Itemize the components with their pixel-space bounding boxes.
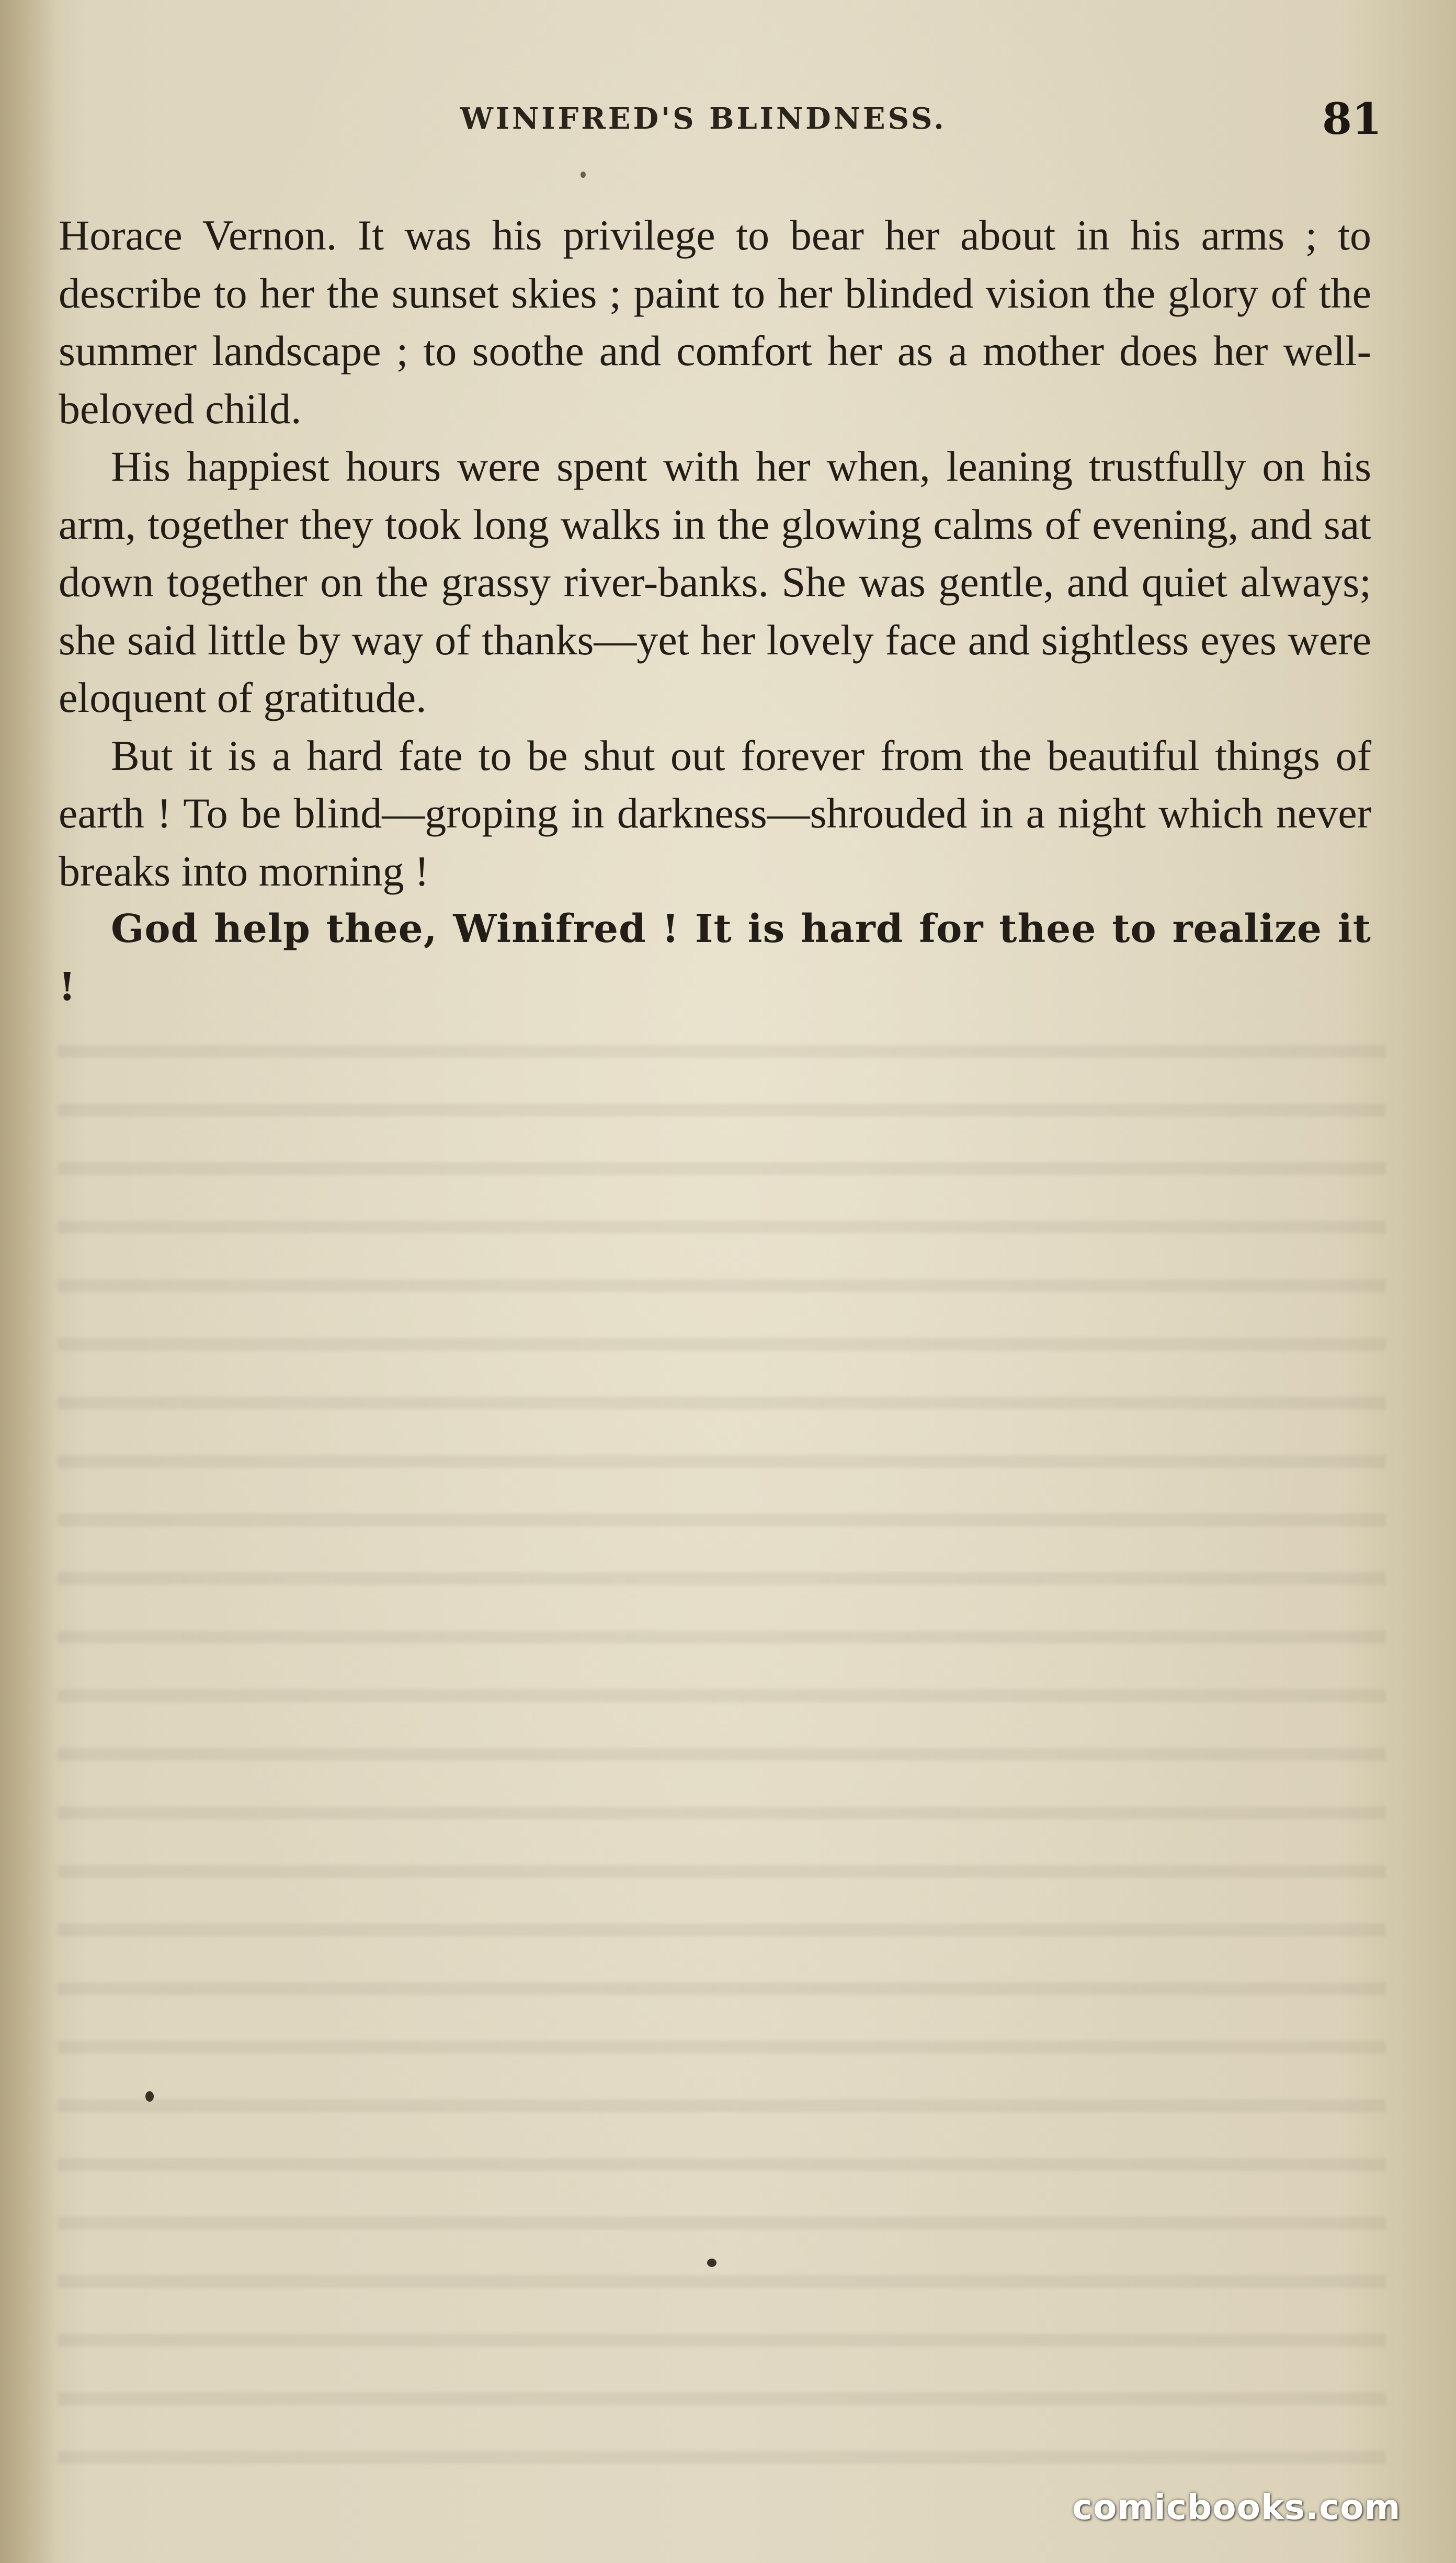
paragraph-3: But it is a hard fate to be shut out forever from the beautiful things of earth ! To be blind—groping in darkness—shrouded in a night which never breaks into morning ! (59, 731, 1371, 895)
paragraph-2: His happiest hours were spent with her when, leaning trustfully on his arm, together they took long walks in the glowing calms of evening, and sat down together on the grassy river-banks. She was gentle, and quiet always; she said little by way of thanks—yet her lovely face and sightless eyes were eloquent of gratitude. (59, 443, 1371, 721)
body-text (59, 207, 1371, 1016)
show-through-from-reverse-page (58, 1025, 1386, 2464)
ink-speck (145, 2091, 154, 2102)
site-watermark: comicbooks.com (1072, 2487, 1401, 2527)
running-head: WINIFRED'S BLINDNESS. (460, 101, 947, 136)
ink-speck (707, 2259, 716, 2267)
ink-speck (581, 172, 586, 178)
paragraph-1: Horace Vernon. It was his privilege to bear her about in his arms ; to describe to her the sunset skies ; paint to her blinded vision the glory of the summer landscape ; to soothe and comfort her as a mother does her well-beloved child. (59, 211, 1371, 433)
paragraph-4: God help thee, Winifred ! It is hard for thee to realize it ! (59, 906, 1371, 1010)
page-number: 81 (1322, 94, 1382, 144)
page-header (0, 94, 1456, 152)
